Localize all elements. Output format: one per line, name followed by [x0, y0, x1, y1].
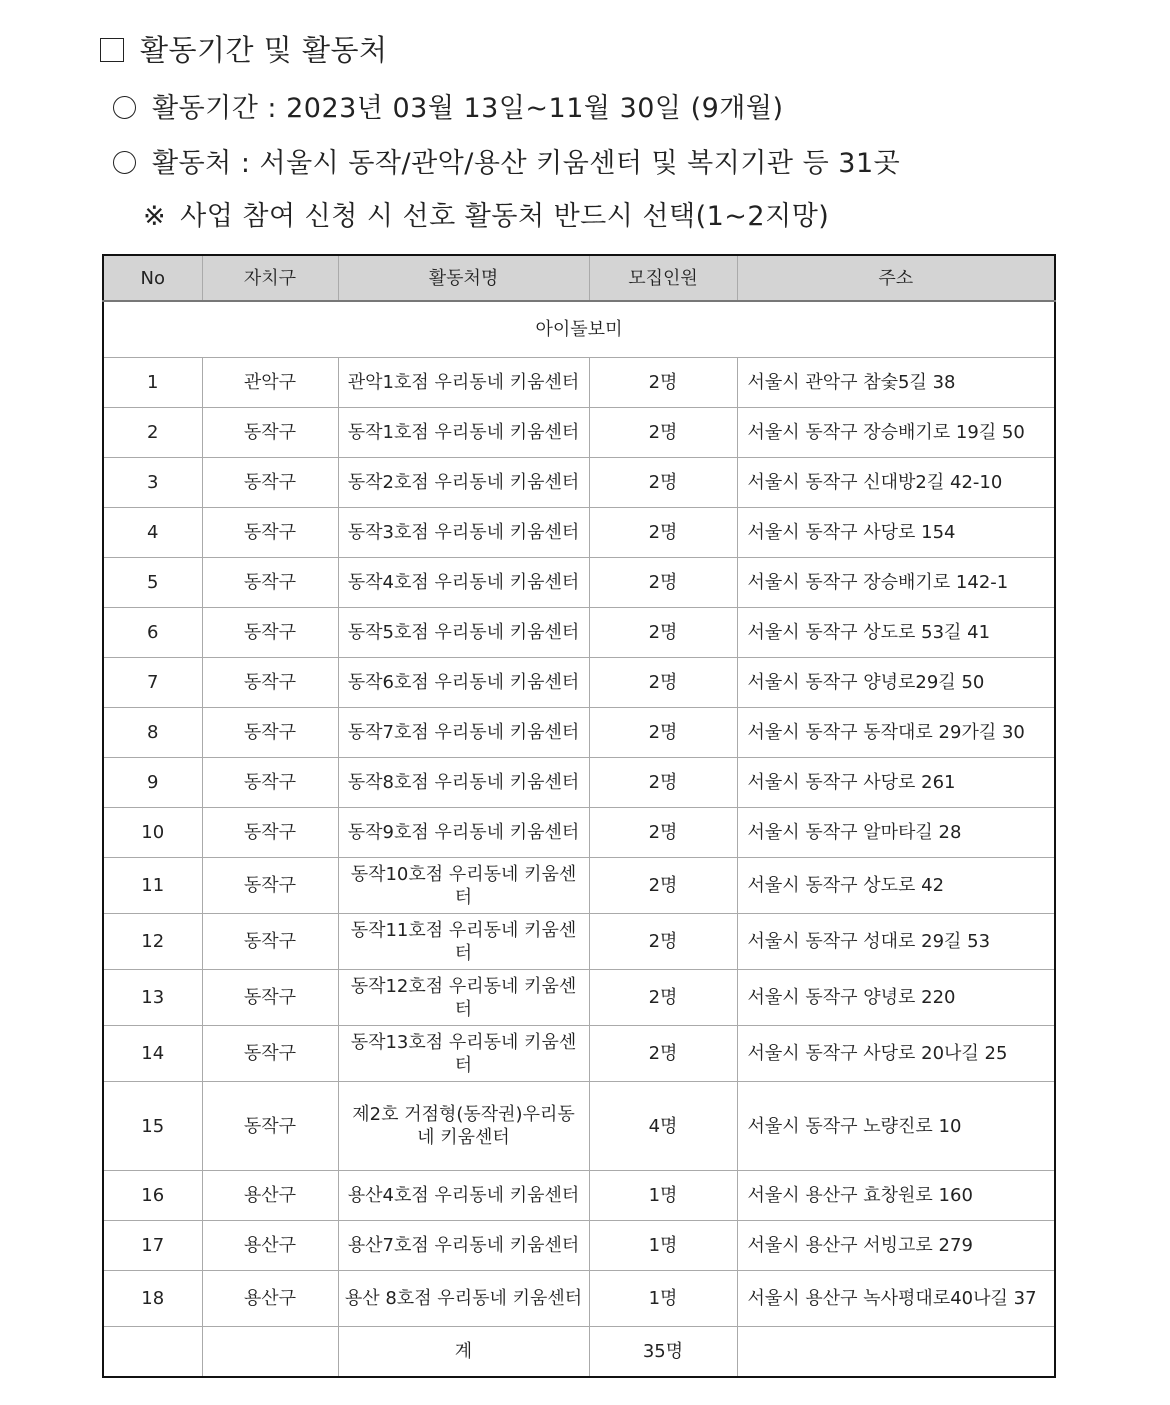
- row-no: 15: [103, 1082, 202, 1171]
- row-district: 동작구: [202, 458, 338, 508]
- note-text: 사업 참여 신청 시 선호 활동처 반드시 선택(1~2지망): [180, 201, 830, 232]
- total-label: 계: [338, 1327, 589, 1378]
- row-address: 서울시 동작구 양녕로 220: [737, 970, 1055, 1026]
- row-district: 용산구: [202, 1271, 338, 1327]
- header-district: 자치구: [202, 255, 338, 301]
- row-no: 1: [103, 358, 202, 408]
- row-address: 서울시 동작구 사당로 261: [737, 758, 1055, 808]
- row-site-name: 제2호 거점형(동작권)우리동네 키움센터: [338, 1082, 589, 1171]
- row-no: 9: [103, 758, 202, 808]
- row-site-name: 용산4호점 우리동네 키움센터: [338, 1171, 589, 1221]
- row-district: 동작구: [202, 508, 338, 558]
- row-site-name: 동작10호점 우리동네 키움센터: [338, 858, 589, 914]
- row-site-name: 동작7호점 우리동네 키움센터: [338, 708, 589, 758]
- row-count: 2명: [589, 358, 737, 408]
- row-district: 동작구: [202, 408, 338, 458]
- total-empty: [737, 1327, 1055, 1378]
- section-heading: [100, 28, 388, 69]
- table-row: [103, 708, 1055, 758]
- row-no: 18: [103, 1271, 202, 1327]
- row-count: 2명: [589, 914, 737, 970]
- row-count: 2명: [589, 708, 737, 758]
- sites-table: [102, 254, 1056, 1378]
- row-district: 용산구: [202, 1171, 338, 1221]
- row-no: 3: [103, 458, 202, 508]
- row-count: 2명: [589, 1026, 737, 1082]
- table-header-row: [103, 255, 1055, 301]
- row-count: 1명: [589, 1271, 737, 1327]
- total-empty: [103, 1327, 202, 1378]
- table-row: [103, 758, 1055, 808]
- row-district: 동작구: [202, 1026, 338, 1082]
- row-site-name: 동작5호점 우리동네 키움센터: [338, 608, 589, 658]
- row-no: 4: [103, 508, 202, 558]
- table-row: [103, 558, 1055, 608]
- row-no: 6: [103, 608, 202, 658]
- table-row: [103, 1082, 1055, 1171]
- total-row: [103, 1327, 1055, 1378]
- row-address: 서울시 용산구 녹사평대로40나길 37: [737, 1271, 1055, 1327]
- table-row: [103, 914, 1055, 970]
- table-row: [103, 970, 1055, 1026]
- row-address: 서울시 동작구 장승배기로 19길 50: [737, 408, 1055, 458]
- row-address: 서울시 용산구 서빙고로 279: [737, 1221, 1055, 1271]
- row-count: 2명: [589, 658, 737, 708]
- row-site-name: 동작11호점 우리동네 키움센터: [338, 914, 589, 970]
- row-address: 서울시 동작구 상도로 53길 41: [737, 608, 1055, 658]
- row-no: 2: [103, 408, 202, 458]
- row-count: 2명: [589, 808, 737, 858]
- row-site-name: 동작4호점 우리동네 키움센터: [338, 558, 589, 608]
- row-address: 서울시 동작구 사당로 20나길 25: [737, 1026, 1055, 1082]
- row-district: 용산구: [202, 1221, 338, 1271]
- table-row: [103, 458, 1055, 508]
- place-label: 활동처: [152, 148, 232, 179]
- square-bullet-icon: [100, 38, 124, 62]
- row-site-name: 용산7호점 우리동네 키움센터: [338, 1221, 589, 1271]
- row-site-name: 동작1호점 우리동네 키움센터: [338, 408, 589, 458]
- table-row: [103, 658, 1055, 708]
- row-address: 서울시 동작구 상도로 42: [737, 858, 1055, 914]
- section-label: 아이돌보미: [103, 301, 1055, 358]
- row-address: 서울시 동작구 양녕로29길 50: [737, 658, 1055, 708]
- header-count: 모집인원: [589, 255, 737, 301]
- row-district: 동작구: [202, 1082, 338, 1171]
- circle-bullet-icon: [113, 96, 136, 119]
- row-no: 16: [103, 1171, 202, 1221]
- row-site-name: 동작13호점 우리동네 키움센터: [338, 1026, 589, 1082]
- place-value: 서울시 동작/관악/용산 키움센터 및 복지기관 등 31곳: [259, 148, 901, 179]
- table-row: [103, 408, 1055, 458]
- row-count: 2명: [589, 508, 737, 558]
- table-row: [103, 1026, 1055, 1082]
- row-address: 서울시 동작구 알마타길 28: [737, 808, 1055, 858]
- row-district: 동작구: [202, 708, 338, 758]
- header-site-name: 활동처명: [338, 255, 589, 301]
- note-line: [143, 194, 829, 233]
- table-row: [103, 358, 1055, 408]
- reference-mark-icon: ※: [143, 201, 167, 232]
- row-site-name: 동작6호점 우리동네 키움센터: [338, 658, 589, 708]
- row-count: 2명: [589, 458, 737, 508]
- row-count: 1명: [589, 1171, 737, 1221]
- row-no: 8: [103, 708, 202, 758]
- header-no: No: [103, 255, 202, 301]
- row-no: 13: [103, 970, 202, 1026]
- table-row: [103, 508, 1055, 558]
- place-line: 활동처 : 서울시 동작/관악/용산 키움센터 및 복지기관 등 31곳: [113, 141, 900, 180]
- row-count: 2명: [589, 608, 737, 658]
- header-address: 주소: [737, 255, 1055, 301]
- row-address: 서울시 동작구 사당로 154: [737, 508, 1055, 558]
- row-site-name: 용산 8호점 우리동네 키움센터: [338, 1271, 589, 1327]
- table-row: [103, 1221, 1055, 1271]
- row-address: 서울시 동작구 성대로 29길 53: [737, 914, 1055, 970]
- table-row: [103, 608, 1055, 658]
- row-no: 14: [103, 1026, 202, 1082]
- row-no: 11: [103, 858, 202, 914]
- row-district: 동작구: [202, 858, 338, 914]
- row-count: 4명: [589, 1082, 737, 1171]
- row-no: 5: [103, 558, 202, 608]
- row-site-name: 동작9호점 우리동네 키움센터: [338, 808, 589, 858]
- table-row: [103, 858, 1055, 914]
- row-site-name: 동작8호점 우리동네 키움센터: [338, 758, 589, 808]
- row-no: 17: [103, 1221, 202, 1271]
- row-count: 2명: [589, 970, 737, 1026]
- row-district: 관악구: [202, 358, 338, 408]
- row-address: 서울시 용산구 효창원로 160: [737, 1171, 1055, 1221]
- row-address: 서울시 관악구 참숯5길 38: [737, 358, 1055, 408]
- row-address: 서울시 동작구 노량진로 10: [737, 1082, 1055, 1171]
- row-count: 1명: [589, 1221, 737, 1271]
- row-count: 2명: [589, 558, 737, 608]
- total-count: 35명: [589, 1327, 737, 1378]
- row-district: 동작구: [202, 914, 338, 970]
- row-count: 2명: [589, 408, 737, 458]
- row-district: 동작구: [202, 970, 338, 1026]
- row-no: 12: [103, 914, 202, 970]
- row-site-name: 동작12호점 우리동네 키움센터: [338, 970, 589, 1026]
- table-row: [103, 808, 1055, 858]
- row-district: 동작구: [202, 658, 338, 708]
- row-address: 서울시 동작구 동작대로 29가길 30: [737, 708, 1055, 758]
- row-site-name: 동작2호점 우리동네 키움센터: [338, 458, 589, 508]
- row-count: 2명: [589, 858, 737, 914]
- row-district: 동작구: [202, 808, 338, 858]
- row-district: 동작구: [202, 608, 338, 658]
- row-site-name: 관악1호점 우리동네 키움센터: [338, 358, 589, 408]
- period-line: 활동기간 : 2023년 03월 13일~11월 30일 (9개월): [113, 86, 784, 125]
- heading-title: 활동기간 및 활동처: [140, 33, 388, 67]
- row-address: 서울시 동작구 신대방2길 42-10: [737, 458, 1055, 508]
- period-label: 활동기간: [152, 93, 259, 124]
- row-district: 동작구: [202, 558, 338, 608]
- row-district: 동작구: [202, 758, 338, 808]
- table-row: [103, 1271, 1055, 1327]
- circle-bullet-icon: [113, 151, 136, 174]
- period-value: 2023년 03월 13일~11월 30일 (9개월): [286, 93, 784, 124]
- row-no: 10: [103, 808, 202, 858]
- row-no: 7: [103, 658, 202, 708]
- table-row: [103, 1171, 1055, 1221]
- row-address: 서울시 동작구 장승배기로 142-1: [737, 558, 1055, 608]
- row-count: 2명: [589, 758, 737, 808]
- section-row: [103, 301, 1055, 358]
- total-empty: [202, 1327, 338, 1378]
- row-site-name: 동작3호점 우리동네 키움센터: [338, 508, 589, 558]
